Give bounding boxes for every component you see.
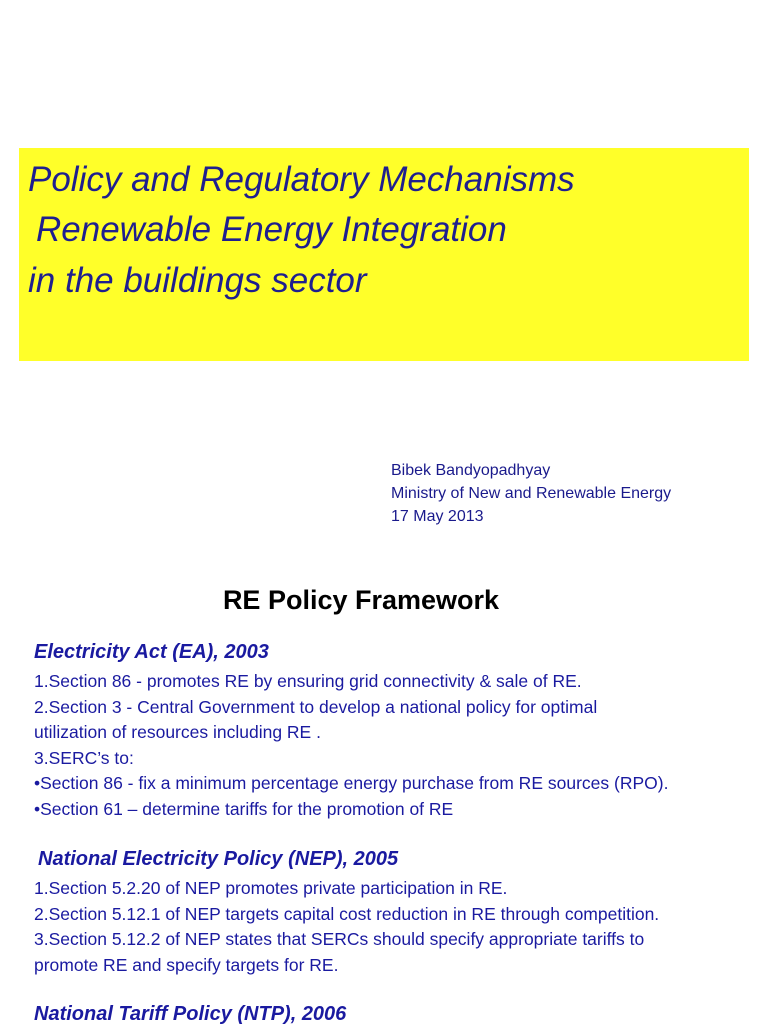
nep-item: 1.Section 5.2.20 of NEP promotes private participation in RE. (34, 878, 508, 898)
title-line-1: Policy and Regulatory Mechanisms (28, 160, 575, 199)
title-line-3: in the buildings sector (28, 261, 367, 300)
ntp-heading: National Tariff Policy (NTP), 2006 (34, 1003, 347, 1024)
ea-item: utilization of resources including RE . (34, 722, 321, 742)
author-block (391, 459, 671, 528)
ea-item: 3.SERC’s to: (34, 748, 134, 768)
ea-item: •Section 86 - fix a minimum percentage energy purchase from RE sources (RPO). (34, 773, 669, 793)
nep-heading: National Electricity Policy (NEP), 2005 (38, 848, 399, 870)
nep-item: promote RE and specify targets for RE. (34, 955, 339, 975)
title-line-2: Renewable Energy Integration (36, 210, 507, 249)
framework-heading: RE Policy Framework (222, 585, 500, 615)
ea-item: 2.Section 3 - Central Government to develop a national policy for optimal (34, 697, 598, 717)
presentation-date: 17 May 2013 (391, 508, 484, 525)
nep-item: 2.Section 5.12.1 of NEP targets capital cost reduction in RE through competition. (34, 904, 660, 924)
ea-item: •Section 61 – determine tariffs for the promotion of RE (34, 799, 454, 819)
author-name: Bibek Bandyopadhyay (391, 462, 551, 479)
nep-item: 3.Section 5.12.2 of NEP states that SERCs should specify appropriate tariffs to (34, 929, 645, 949)
ea-heading: Electricity Act (EA), 2003 (34, 641, 269, 663)
ea-item: 1.Section 86 - promotes RE by ensuring grid connectivity & sale of RE. (34, 671, 582, 691)
author-organization: Ministry of New and Renewable Energy (391, 485, 672, 502)
